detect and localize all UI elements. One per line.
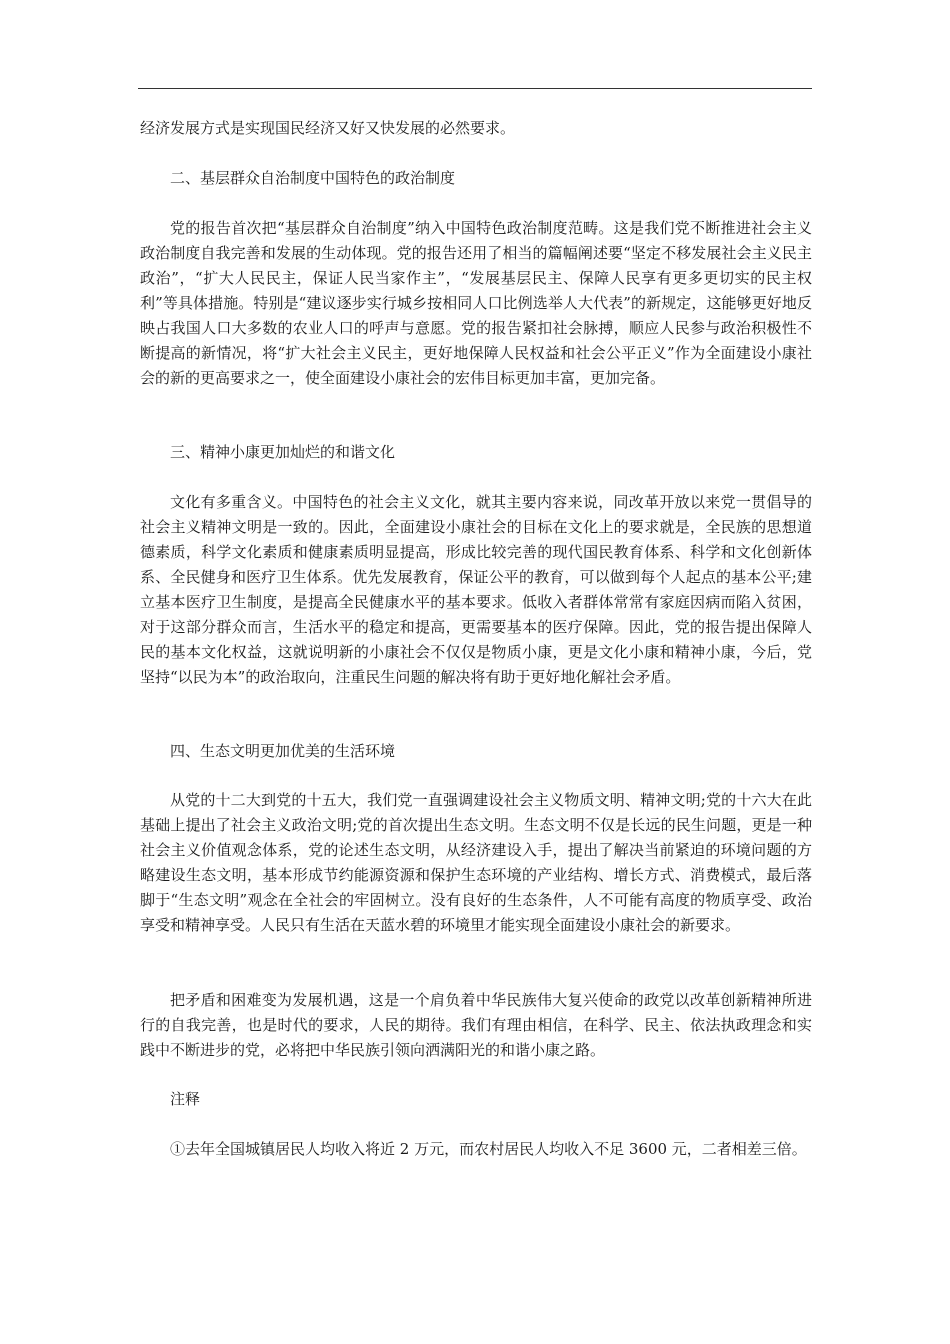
paragraph-section-4: 从党的十二大到党的十五大，我们党一直强调建设社会主义物质文明、精神文明;党的十六大在此基础上提出了社会主义政治文明;党的首次提出生态文明。生态文明不仅是长远的民生问题，更是一种社会主义价值观念体系，党的论述生态文明，从经济建设入手，提出了解决当前紧迫的环境问题的方略建设生态文明，基本形成节约能源资源和保护生态环境的产业结构、增长方式、消费模式，最后落脚于“生态文明”观念在全社会的牢固树立。没有良好的生态条件，人不可能有高度的物质享受、政治享受和精神享受。人民只有生活在天蓝水碧的环境里才能实现全面建设小康社会的新要求。 — [140, 791, 812, 934]
section-heading-2: 二、基层群众自治制度中国特色的政治制度 — [170, 169, 456, 187]
paragraph-continuation: 经济发展方式是实现国民经济又好又快发展的必然要求。 — [140, 119, 516, 137]
section-heading-4: 四、生态文明更加优美的生活环境 — [170, 742, 396, 760]
notes-heading: 注释 — [170, 1090, 201, 1108]
paragraph-conclusion: 把矛盾和困难变为发展机遇，这是一个肩负着中华民族伟大复兴使命的政党以改革创新精神所进行的自我完善，也是时代的要求，人民的期待。我们有理由相信，在科学、民主、依法执政理念和实践中不断进步的党，必将把中华民族引领向洒满阳光的和谐小康之路。 — [140, 991, 812, 1059]
paragraph-section-3: 文化有多重含义。中国特色的社会主义文化，就其主要内容来说，同改革开放以来党一贯倡导的社会主义精神文明是一致的。因此，全面建设小康社会的目标在文化上的要求就是，全民族的思想道德素质，科学文化素质和健康素质明显提高，形成比较完善的现代国民教育体系、科学和文化创新体系、全民健身和医疗卫生体系。优先发展教育，保证公平的教育，可以做到每个人起点的基本公平;建立基本医疗卫生制度，是提高全民健康水平的基本要求。低收入者群体常常有家庭因病而陷入贫困，对于这部分群众而言，生活水平的稳定和提高，更需要基本的医疗保障。因此，党的报告提出保障人民的基本文化权益，这就说明新的小康社会不仅仅是物质小康，更是文化小康和精神小康，今后，党坚持“以民为本”的政治取向，注重民生问题的解决将有助于更好地化解社会矛盾。 — [140, 493, 812, 686]
footnote-1: ①去年全国城镇居民人均收入将近 2 万元，而农村居民人均收入不足 3600 元，二者相差三倍。 — [170, 1140, 807, 1158]
section-heading-3: 三、精神小康更加灿烂的和谐文化 — [170, 443, 396, 461]
header-rule — [138, 88, 812, 89]
paragraph-section-2: 党的报告首次把“基层群众自治制度”纳入中国特色政治制度范畴。这是我们党不断推进社会主义政治制度自我完善和发展的生动体现。党的报告还用了相当的篇幅阐述要“坚定不移发展社会主义民主政治”，“扩大人民民主，保证人民当家作主”，“发展基层民主、保障人民享有更多更切实的民主权利”等具体措施。特别是“建议逐步实行城乡按相同人口比例选举人大代表”的新规定，这能够更好地反映占我国人口大多数的农业人口的呼声与意愿。党的报告紧扣社会脉搏，顺应人民参与政治积极性不断提高的新情况，将“扩大社会主义民主，更好地保障人民权益和社会公平正义”作为全面建设小康社会的新的更高要求之一，使全面建设小康社会的宏伟目标更加丰富，更加完备。 — [140, 219, 812, 387]
